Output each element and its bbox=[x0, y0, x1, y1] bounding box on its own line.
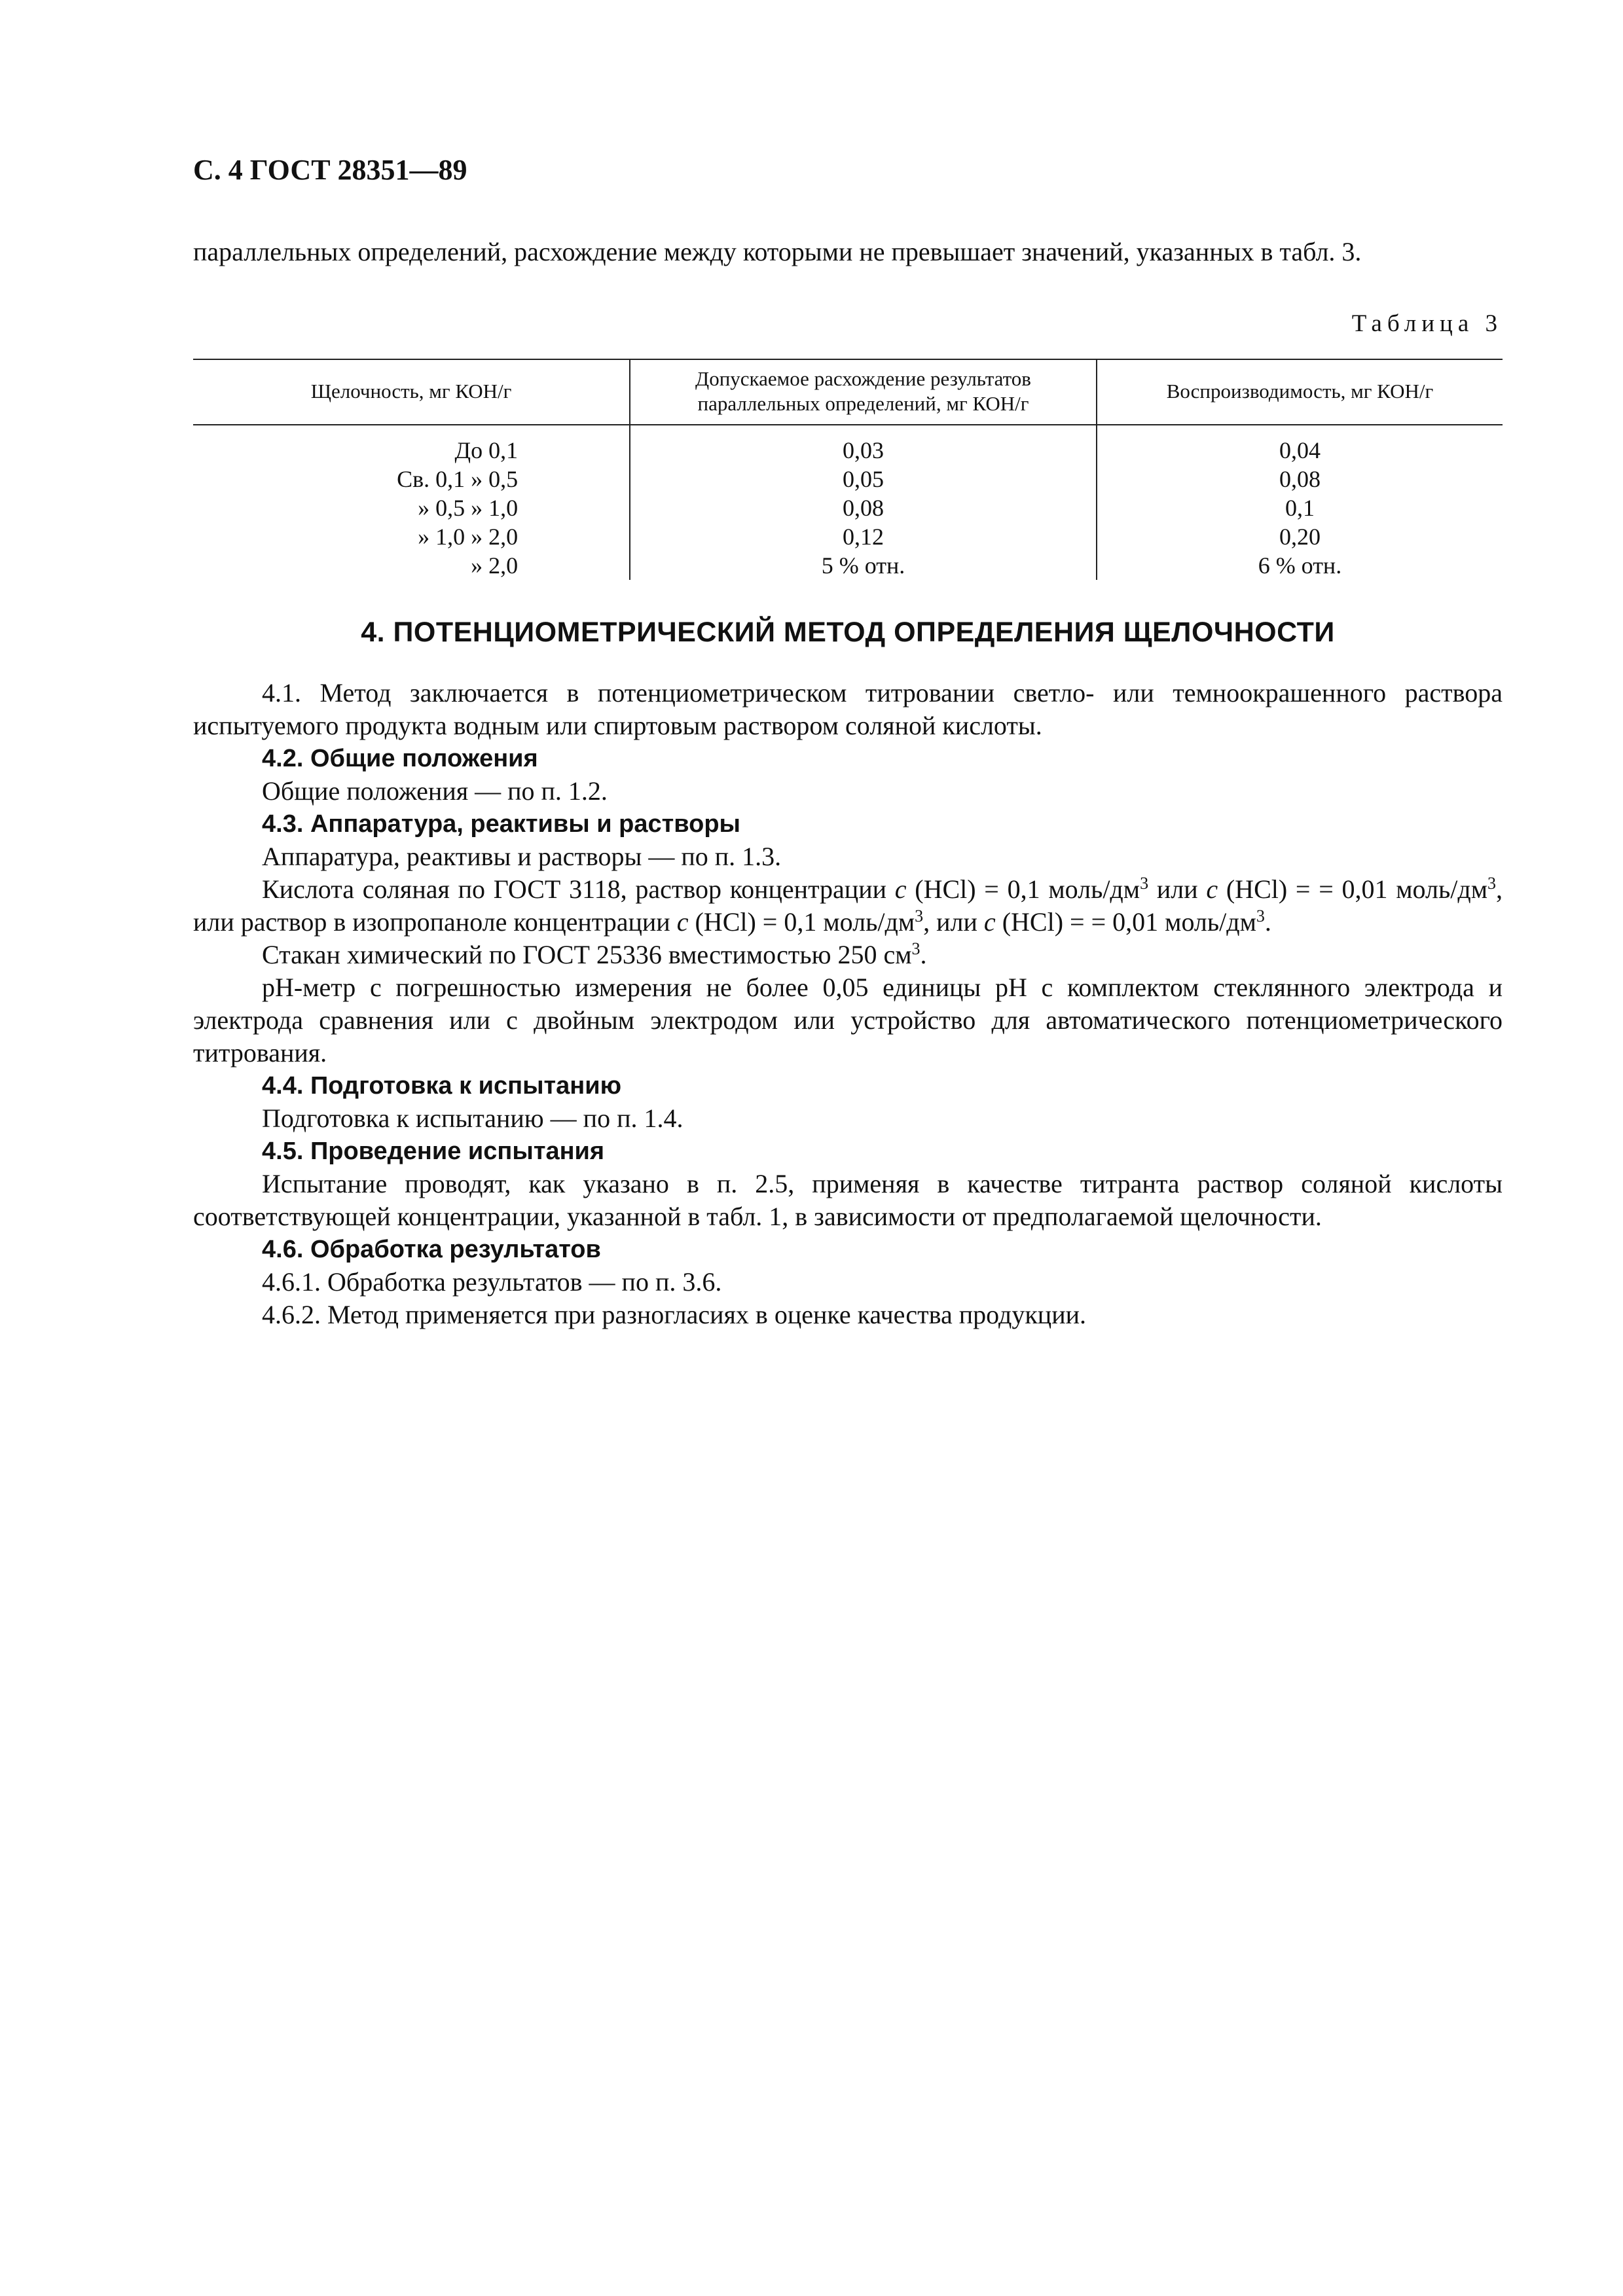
paragraph-4-5: Испытание проводят, как указано в п. 2.5, применяя в качестве титранта раствор соляной кислоты соответствующей концентрации, указанной в табл. 1, в зависимости от предполагаемой щелочности. bbox=[193, 1169, 1503, 1231]
paragraph-4-6-1: 4.6.1. Обработка результатов — по п. 3.6. bbox=[262, 1267, 722, 1297]
table-row bbox=[193, 551, 1503, 580]
subsection-heading-4-4: 4.4. Подготовка к испытанию bbox=[262, 1072, 622, 1100]
paragraph-4-3-ph-meter: рН-метр с погрешностью измерения не более 0,05 единицы рН с комплектом стеклянного электрода и электрода сравнения или с двойным электродом или устройство для автоматического потенциометрического титрования. bbox=[193, 973, 1503, 1067]
alkalinity-range-cell: Св. 0,1 » 0,5 bbox=[397, 466, 519, 492]
table-label: Таблица 3 bbox=[1351, 310, 1503, 337]
table-row bbox=[193, 425, 1503, 465]
paragraph-4-4: Подготовка к испытанию — по п. 1.4. bbox=[262, 1103, 684, 1133]
table-header-row bbox=[193, 359, 1503, 425]
table-row bbox=[193, 522, 1503, 551]
alkalinity-range-cell: » 0,5 » 1,0 bbox=[418, 495, 519, 521]
reproducibility-cell: 0,08 bbox=[1097, 465, 1503, 493]
page-header: С. 4 ГОСТ 28351—89 bbox=[193, 154, 467, 186]
column-header-alkalinity: Щелочность, мг КОН/г bbox=[193, 359, 630, 425]
paragraph-4-3-equipment: Аппаратура, реактивы и растворы — по п. 1.3. bbox=[262, 842, 782, 871]
table-row bbox=[193, 493, 1503, 522]
document-page bbox=[193, 151, 1503, 1331]
discrepancy-cell: 0,03 bbox=[630, 425, 1097, 465]
paragraph-4-1: 4.1. Метод заключается в потенциометрическом титровании светло- или темноокрашенного раствора испытуемого продукта водным или спиртовым раствором соляной кислоты. bbox=[193, 678, 1503, 740]
discrepancy-cell: 0,05 bbox=[630, 465, 1097, 493]
paragraph-4-3-beaker: Стакан химический по ГОСТ 25336 вместимостью 250 $см^3$. bbox=[262, 939, 927, 969]
reproducibility-cell: 0,1 bbox=[1097, 493, 1503, 522]
reproducibility-cell: 0,20 bbox=[1097, 522, 1503, 551]
subsection-heading-4-5: 4.5. Проведение испытания bbox=[262, 1138, 605, 1165]
alkalinity-range-cell: » 2,0 bbox=[471, 552, 519, 579]
alkalinity-range-cell: » 1,0 » 2,0 bbox=[418, 524, 519, 550]
section-title: 4. ПОТЕНЦИОМЕТРИЧЕСКИЙ МЕТОД ОПРЕДЕЛЕНИЯ ЩЕЛОЧНОСТИ bbox=[361, 617, 1335, 648]
subsection-heading-4-6: 4.6. Обработка результатов bbox=[262, 1236, 601, 1263]
paragraph-4-3-acid: Кислота соляная по ГОСТ 3118, раствор концентрации c (HCl) = 0,1 моль/$дм^3$ или c (HCl) = = 0,01 моль/$дм^3$, или раствор в изопропаноле концентрации c (HCl) = 0,1 моль/$дм^3$, или c (HCl) = = 0,01 моль/$дм^3$. bbox=[193, 874, 1503, 937]
table-row bbox=[193, 465, 1503, 493]
alkalinity-table bbox=[193, 359, 1503, 580]
reproducibility-cell: 0,04 bbox=[1097, 425, 1503, 465]
discrepancy-cell: 0,08 bbox=[630, 493, 1097, 522]
alkalinity-range-cell: До 0,1 bbox=[454, 437, 519, 463]
column-header-reproducibility: Воспроизводимость, мг КОН/г bbox=[1097, 359, 1503, 425]
column-header-discrepancy: Допускаемое расхождение результатов параллельных определений, мг КОН/г bbox=[630, 359, 1097, 425]
subsection-heading-4-3: 4.3. Аппаратура, реактивы и растворы bbox=[262, 810, 740, 838]
paragraph-4-2: Общие положения — по п. 1.2. bbox=[262, 776, 608, 806]
paragraph-4-6-2: 4.6.2. Метод применяется при разногласиях в оценке качества продукции. bbox=[262, 1300, 1087, 1329]
continuation-text: параллельных определений, расхождение между которыми не превышает значений, указанных в табл. 3. bbox=[193, 237, 1362, 266]
subsection-heading-4-2: 4.2. Общие положения bbox=[262, 745, 538, 772]
reproducibility-cell: 6 % отн. bbox=[1097, 551, 1503, 580]
discrepancy-cell: 5 % отн. bbox=[630, 551, 1097, 580]
discrepancy-cell: 0,12 bbox=[630, 522, 1097, 551]
